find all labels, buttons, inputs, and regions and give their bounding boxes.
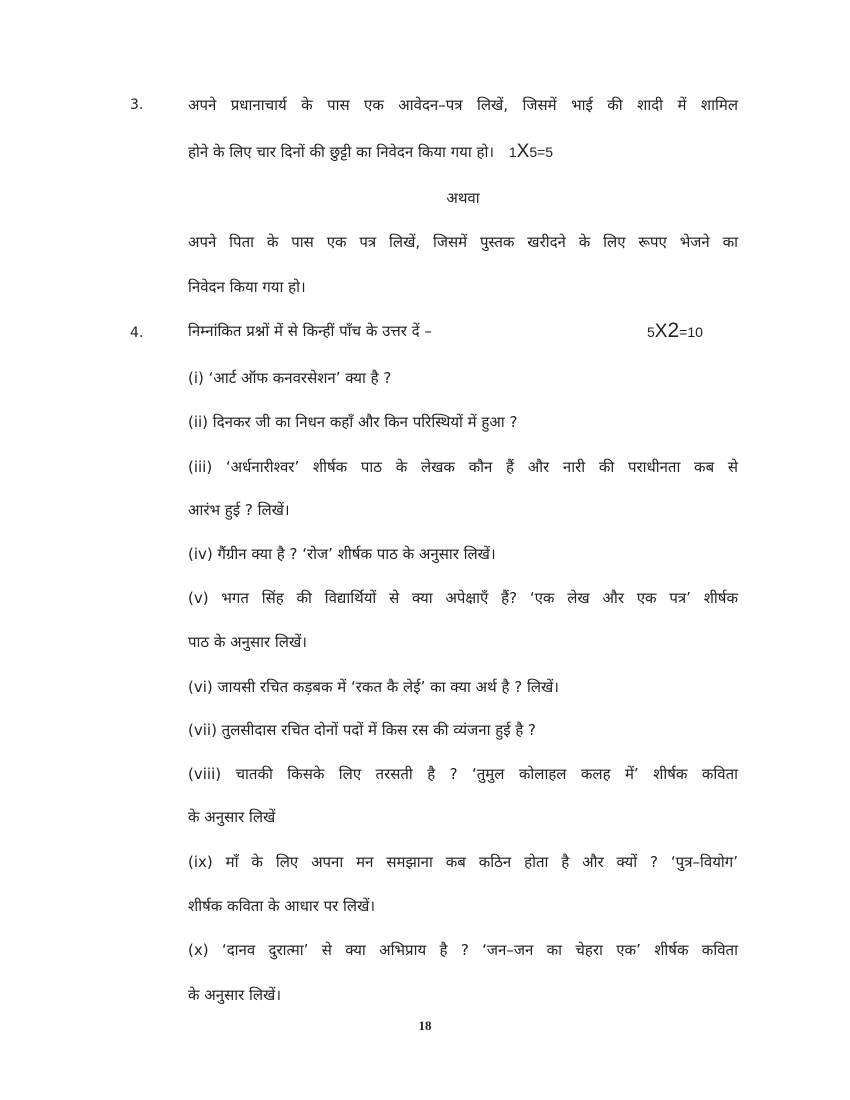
alternate-question-text: निवेदन किया गया हो।: [188, 278, 306, 296]
sub-question: (ix) माँ के लिए अपना मन समझाना कब कठिन होता है और क्यों ? ‘पुत्र–वियोग’: [188, 853, 738, 871]
page-number: 18: [418, 1018, 432, 1033]
sub-question-continued: के अनुसार लिखें: [188, 808, 276, 826]
sub-question: (vii) तुलसीदास रचित दोनों पदों में किस रस की व्यंजना हुई है ?: [188, 721, 537, 739]
sub-question: (iii) ‘अर्धनारीश्वर’ शीर्षक पाठ के लेखक कौन हैं और नारी की पराधीनता कब से: [188, 458, 738, 476]
question-text: अपने प्रधानाचार्य के पास एक आवेदन–पत्र लिखें, जिसमें भाई की शादी में शामिल: [188, 96, 738, 114]
sub-question: (x) ‘दानव दुरात्मा’ से क्या अभिप्राय है ? ‘जन–जन का चेहरा एक’ शीर्षक कविता: [188, 941, 738, 959]
sub-question-continued: शीर्षक कविता के आधार पर लिखें।: [188, 897, 376, 915]
question-number: 4.: [130, 325, 144, 341]
question-text: होने के लिए चार दिनों की छुट्टी का निवेदन किया गया हो।: [188, 143, 495, 161]
marks-allocation: 5X2=10: [647, 319, 703, 342]
sub-question: (iv) गैंग्रीन क्या है ? ‘रोज’ शीर्षक पाठ के अनुसार लिखें।: [188, 545, 496, 563]
question-text-line-2: [188, 142, 738, 162]
question-number: 3.: [130, 97, 144, 113]
sub-question-continued: पाठ के अनुसार लिखें।: [188, 633, 307, 651]
sub-question: (i) ‘आर्ट ऑफ कनवरसेशन’ क्या है ?: [188, 369, 392, 387]
sub-question-continued: आरंभ हुई ? लिखें।: [188, 501, 290, 519]
sub-question: (vi) जायसी रचित कड़बक में ‘रकत कै लेई’ का क्या अर्थ है ? लिखें।: [188, 678, 559, 696]
sub-question: (viii) चातकी किसके लिए तरसती है ? ‘तुमुल कोलाहल कलह में’ शीर्षक कविता: [188, 765, 738, 783]
sub-question: (v) भगत सिंह की विद्यार्थियों से क्या अपेक्षाएँ हैं? ‘एक लेख और एक पत्र’ शीर्षक: [188, 589, 738, 607]
or-label: अथवा: [446, 189, 480, 207]
question-prompt: निम्नांकित प्रश्नों में से किन्हीं पाँच के उत्तर दें –: [188, 322, 432, 340]
sub-question-continued: के अनुसार लिखें।: [188, 986, 282, 1004]
sub-question: (ii) दिनकर जी का निधन कहाँ और किन परिस्थियों में हुआ ?: [188, 413, 518, 431]
marks-allocation: 1X5=5: [508, 141, 554, 162]
alternate-question-text: अपने पिता के पास एक पत्र लिखें, जिसमें पुस्तक खरीदने के लिए रूपए भेजने का: [188, 233, 738, 251]
